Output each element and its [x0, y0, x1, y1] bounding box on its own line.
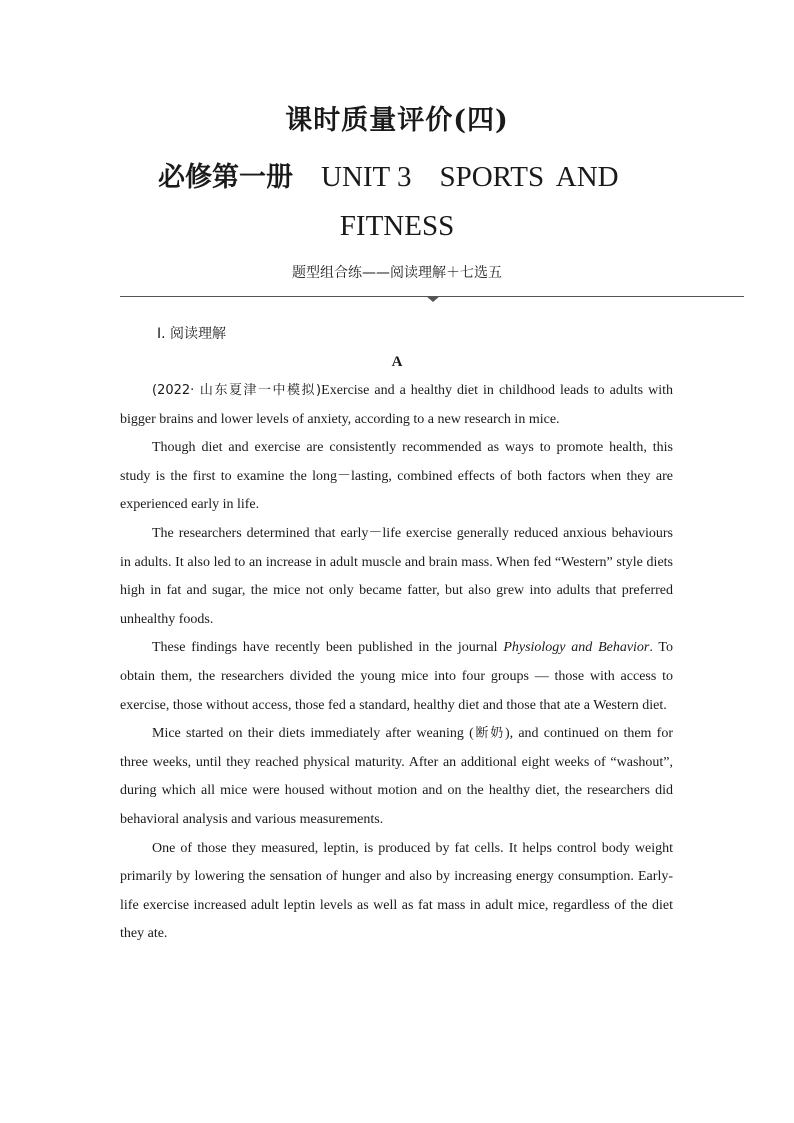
- passage-body: [120, 377, 673, 949]
- paragraph-3: The researchers determined that early－life exercise generally reduced anxious behaviours in adults. It also led to an increase in adult muscle and brain mass. When fed “Western” style diets high in fat and sugar, the mice not only became fatter, but also grew into adults that preferred unhealthy foods.: [120, 525, 673, 627]
- gloss-weaning: 断奶: [473, 726, 505, 742]
- unit-name-part2: FITNESS: [339, 210, 455, 242]
- page-title: 课时质量评价(四): [285, 105, 509, 136]
- paragraph-1: [120, 377, 673, 434]
- paragraph-4-after: . To obtain them, the researchers divided the young mice into four groups — those with access to exercise, those without access, those fed a standard, healthy diet and those that ate a Western diet.: [120, 640, 673, 713]
- paragraph-4-before: These findings have recently been published in the journal: [152, 640, 504, 656]
- unit-name-part1: SPORTS AND: [439, 161, 619, 193]
- unit-number: UNIT 3: [321, 161, 412, 193]
- paragraph-6: One of those they measured, leptin, is produced by fat cells. It helps control body weight primarily by lowering the sensation of hunger and also by increasing energy consumption. Early-life exercise increased adult leptin levels as well as fat mass in adult mice, regardless of the diet they ate.: [120, 840, 673, 942]
- passage-label: A: [391, 354, 403, 370]
- source-note: (2022· 山东夏津一中模拟): [152, 383, 322, 398]
- paragraph-1-text: Exercise and a healthy diet in childhood leads to adults with bigger brains and lower levels of anxiety, according to a new research in mice.: [120, 383, 673, 427]
- journal-title: Physiology and Behavior: [503, 640, 650, 656]
- section-heading: Ⅰ. 阅读理解: [157, 326, 227, 342]
- volume-label: 必修第一册: [158, 162, 293, 193]
- unit-title-line: [158, 155, 638, 194]
- paragraph-2: Though diet and exercise are consistently recommended as ways to promote health, this study is the first to examine the long－lasting, combined effects of both factors when they are experienced early in life.: [120, 440, 673, 513]
- page-subtitle: 题型组合练——阅读理解＋七选五: [292, 265, 502, 281]
- paragraph-5-before: Mice started on their diets immediately after weaning (: [152, 726, 474, 742]
- paragraph-5-after: ), and continued on them for three weeks, until they reached physical maturity. After an additional eight weeks of “washout”, during which all mice were housed without motion and on the healthy diet, the researchers did behavioral analysis and various measurements.: [120, 726, 673, 827]
- divider-marker: [426, 296, 440, 302]
- paragraph-5: [120, 720, 673, 834]
- paragraph-4: [120, 634, 673, 720]
